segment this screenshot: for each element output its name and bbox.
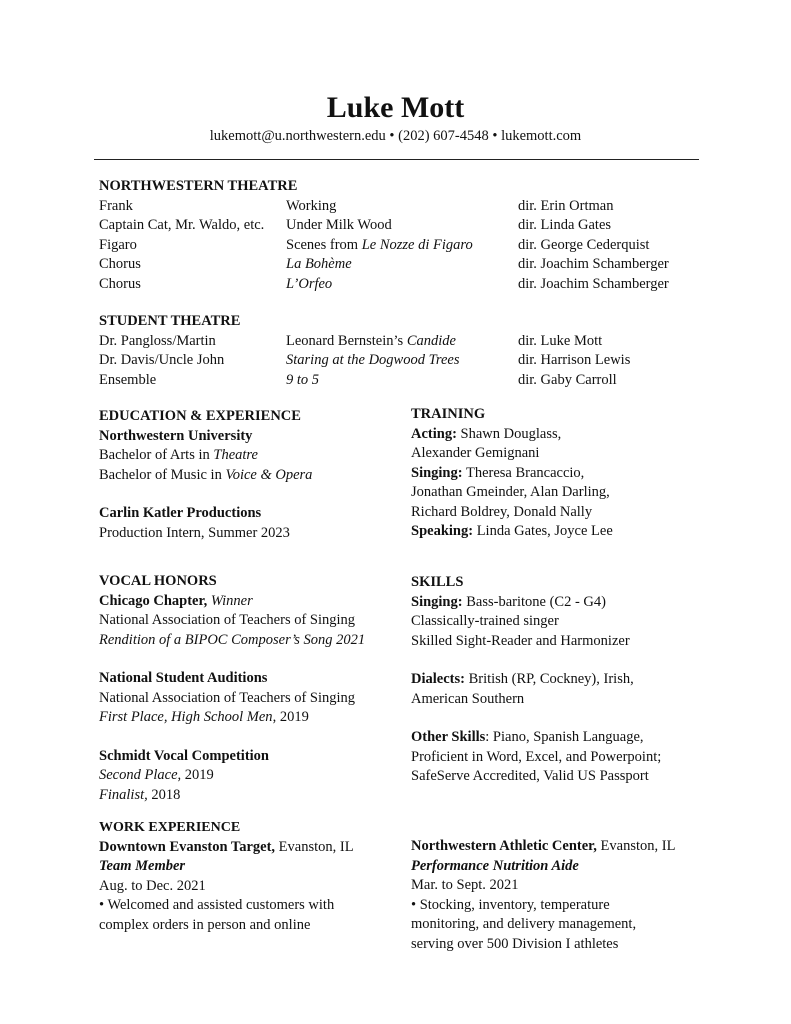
credit-director: dir. Luke Mott	[518, 332, 603, 349]
credit-director: dir. George Cederquist	[518, 236, 650, 253]
credit-row	[99, 236, 699, 256]
skill-line: American Southern	[411, 690, 525, 707]
skills-section	[411, 573, 701, 787]
credit-director: dir. Harrison Lewis	[518, 352, 631, 368]
credit-show: La Bohème	[286, 256, 352, 272]
section-heading: NORTHWESTERN THEATRE	[99, 178, 298, 194]
training-singing: Singing: Theresa Brancaccio,	[411, 464, 585, 481]
skill-line: Proficient in Word, Excel, and Powerpoint;	[411, 748, 662, 765]
credit-director: dir. Gaby Carroll	[518, 371, 617, 388]
skill-line: Classically-trained singer	[411, 613, 559, 629]
honor-detail: Second Place, 2019	[99, 767, 214, 783]
credit-show: Staring at the Dogwood Trees	[286, 352, 460, 368]
work-section	[99, 818, 399, 935]
honor-detail: First Place, High School Men, 2019	[99, 709, 309, 725]
credit-row	[99, 216, 699, 236]
job-dates: Aug. to Dec. 2021	[99, 877, 206, 894]
skill-line: SafeServe Accredited, Valid US Passport	[411, 768, 649, 784]
work-section-right	[411, 837, 711, 954]
job-description: • Stocking, inventory, temperature	[411, 896, 610, 913]
skill-other: Other Skills: Piano, Spanish Language,	[411, 729, 644, 745]
job-employer: Downtown Evanston Target, Evanston, IL	[99, 838, 354, 855]
credit-row	[99, 332, 699, 352]
credit-role: Chorus	[99, 256, 141, 272]
contact-line: lukemott@u.northwestern.edu • (202) 607-4548 • lukemott.com	[209, 128, 582, 144]
credit-show: Leonard Bernstein’s Candide	[286, 332, 456, 349]
credit-show: Scenes from Le Nozze di Figaro	[286, 236, 473, 253]
credit-director: dir. Joachim Schamberger	[518, 275, 669, 292]
credit-role: Captain Cat, Mr. Waldo, etc.	[99, 217, 265, 233]
training-section	[411, 405, 701, 542]
northwestern-theatre-section	[99, 177, 699, 294]
credit-show: L’Orfeo	[286, 275, 333, 292]
skill-singing: Singing: Bass-baritone (C2 - G4)	[411, 593, 606, 610]
honor-detail: Finalist, 2018	[99, 786, 181, 803]
honor-org: National Association of Teachers of Singing	[99, 612, 356, 628]
training-acting: Acting: Shawn Douglass,	[411, 425, 562, 442]
skill-dialects: Dialects: British (RP, Cockney), Irish,	[411, 671, 634, 687]
credit-director: dir. Joachim Schamberger	[518, 256, 669, 272]
credit-row	[99, 197, 699, 217]
training-singing-cont: Jonathan Gmeinder, Alan Darling,	[411, 484, 610, 500]
training-singing-cont: Richard Boldrey, Donald Nally	[411, 503, 593, 520]
credit-show: 9 to 5	[286, 371, 320, 388]
credit-row	[99, 351, 699, 371]
student-theatre-section	[99, 312, 699, 390]
honor-title: Chicago Chapter, Winner	[99, 592, 253, 609]
credit-director: dir. Linda Gates	[518, 217, 612, 233]
credit-row	[99, 371, 699, 391]
credit-role: Ensemble	[99, 371, 157, 388]
position-line: Production Intern, Summer 2023	[99, 524, 290, 541]
degree-line: Bachelor of Music in Voice & Opera	[99, 466, 313, 483]
credit-show: Under Milk Wood	[286, 217, 392, 233]
honor-detail: Rendition of a BIPOC Composer’s Song 2021	[99, 631, 366, 648]
section-heading: EDUCATION & EXPERIENCE	[99, 408, 301, 424]
training-acting-cont: Alexander Gemignani	[411, 445, 540, 461]
credit-director: dir. Erin Ortman	[518, 197, 614, 214]
honor-org: National Association of Teachers of Singing	[99, 689, 356, 706]
skill-line: Skilled Sight-Reader and Harmonizer	[411, 632, 630, 649]
credit-show: Working	[286, 197, 337, 214]
job-title: Team Member	[99, 858, 186, 874]
honor-title: National Student Auditions	[99, 670, 268, 686]
vocal-honors-section	[99, 572, 399, 805]
credit-row	[99, 255, 699, 275]
job-description: • Welcomed and assisted customers with	[99, 897, 335, 913]
section-heading: STUDENT THEATRE	[99, 313, 241, 329]
job-dates: Mar. to Sept. 2021	[411, 877, 519, 893]
credit-role: Frank	[99, 197, 133, 214]
resume-name: Luke Mott	[326, 91, 465, 124]
section-heading: TRAINING	[411, 406, 486, 422]
section-heading: WORK EXPERIENCE	[99, 820, 241, 835]
credit-role: Dr. Pangloss/Martin	[99, 332, 216, 349]
credit-row	[99, 275, 699, 295]
credit-role: Chorus	[99, 275, 141, 292]
education-section	[99, 407, 399, 543]
job-description: serving over 500 Division I athletes	[411, 935, 619, 952]
header-divider	[94, 159, 699, 160]
degree-line: Bachelor of Arts in Theatre	[99, 447, 258, 463]
section-heading: SKILLS	[411, 574, 464, 590]
honor-title: Schmidt Vocal Competition	[99, 747, 269, 764]
job-description: complex orders in person and online	[99, 916, 311, 933]
credit-role: Figaro	[99, 236, 137, 253]
job-description: monitoring, and delivery management,	[411, 916, 637, 932]
credit-role: Dr. Davis/Uncle John	[99, 352, 225, 368]
school-name: Northwestern University	[99, 427, 253, 444]
job-title: Performance Nutrition Aide	[411, 857, 579, 874]
training-speaking: Speaking: Linda Gates, Joyce Lee	[411, 523, 613, 539]
job-employer: Northwestern Athletic Center, Evanston, IL	[411, 838, 676, 854]
section-heading: VOCAL HONORS	[99, 573, 217, 589]
company-name: Carlin Katler Productions	[99, 505, 262, 521]
